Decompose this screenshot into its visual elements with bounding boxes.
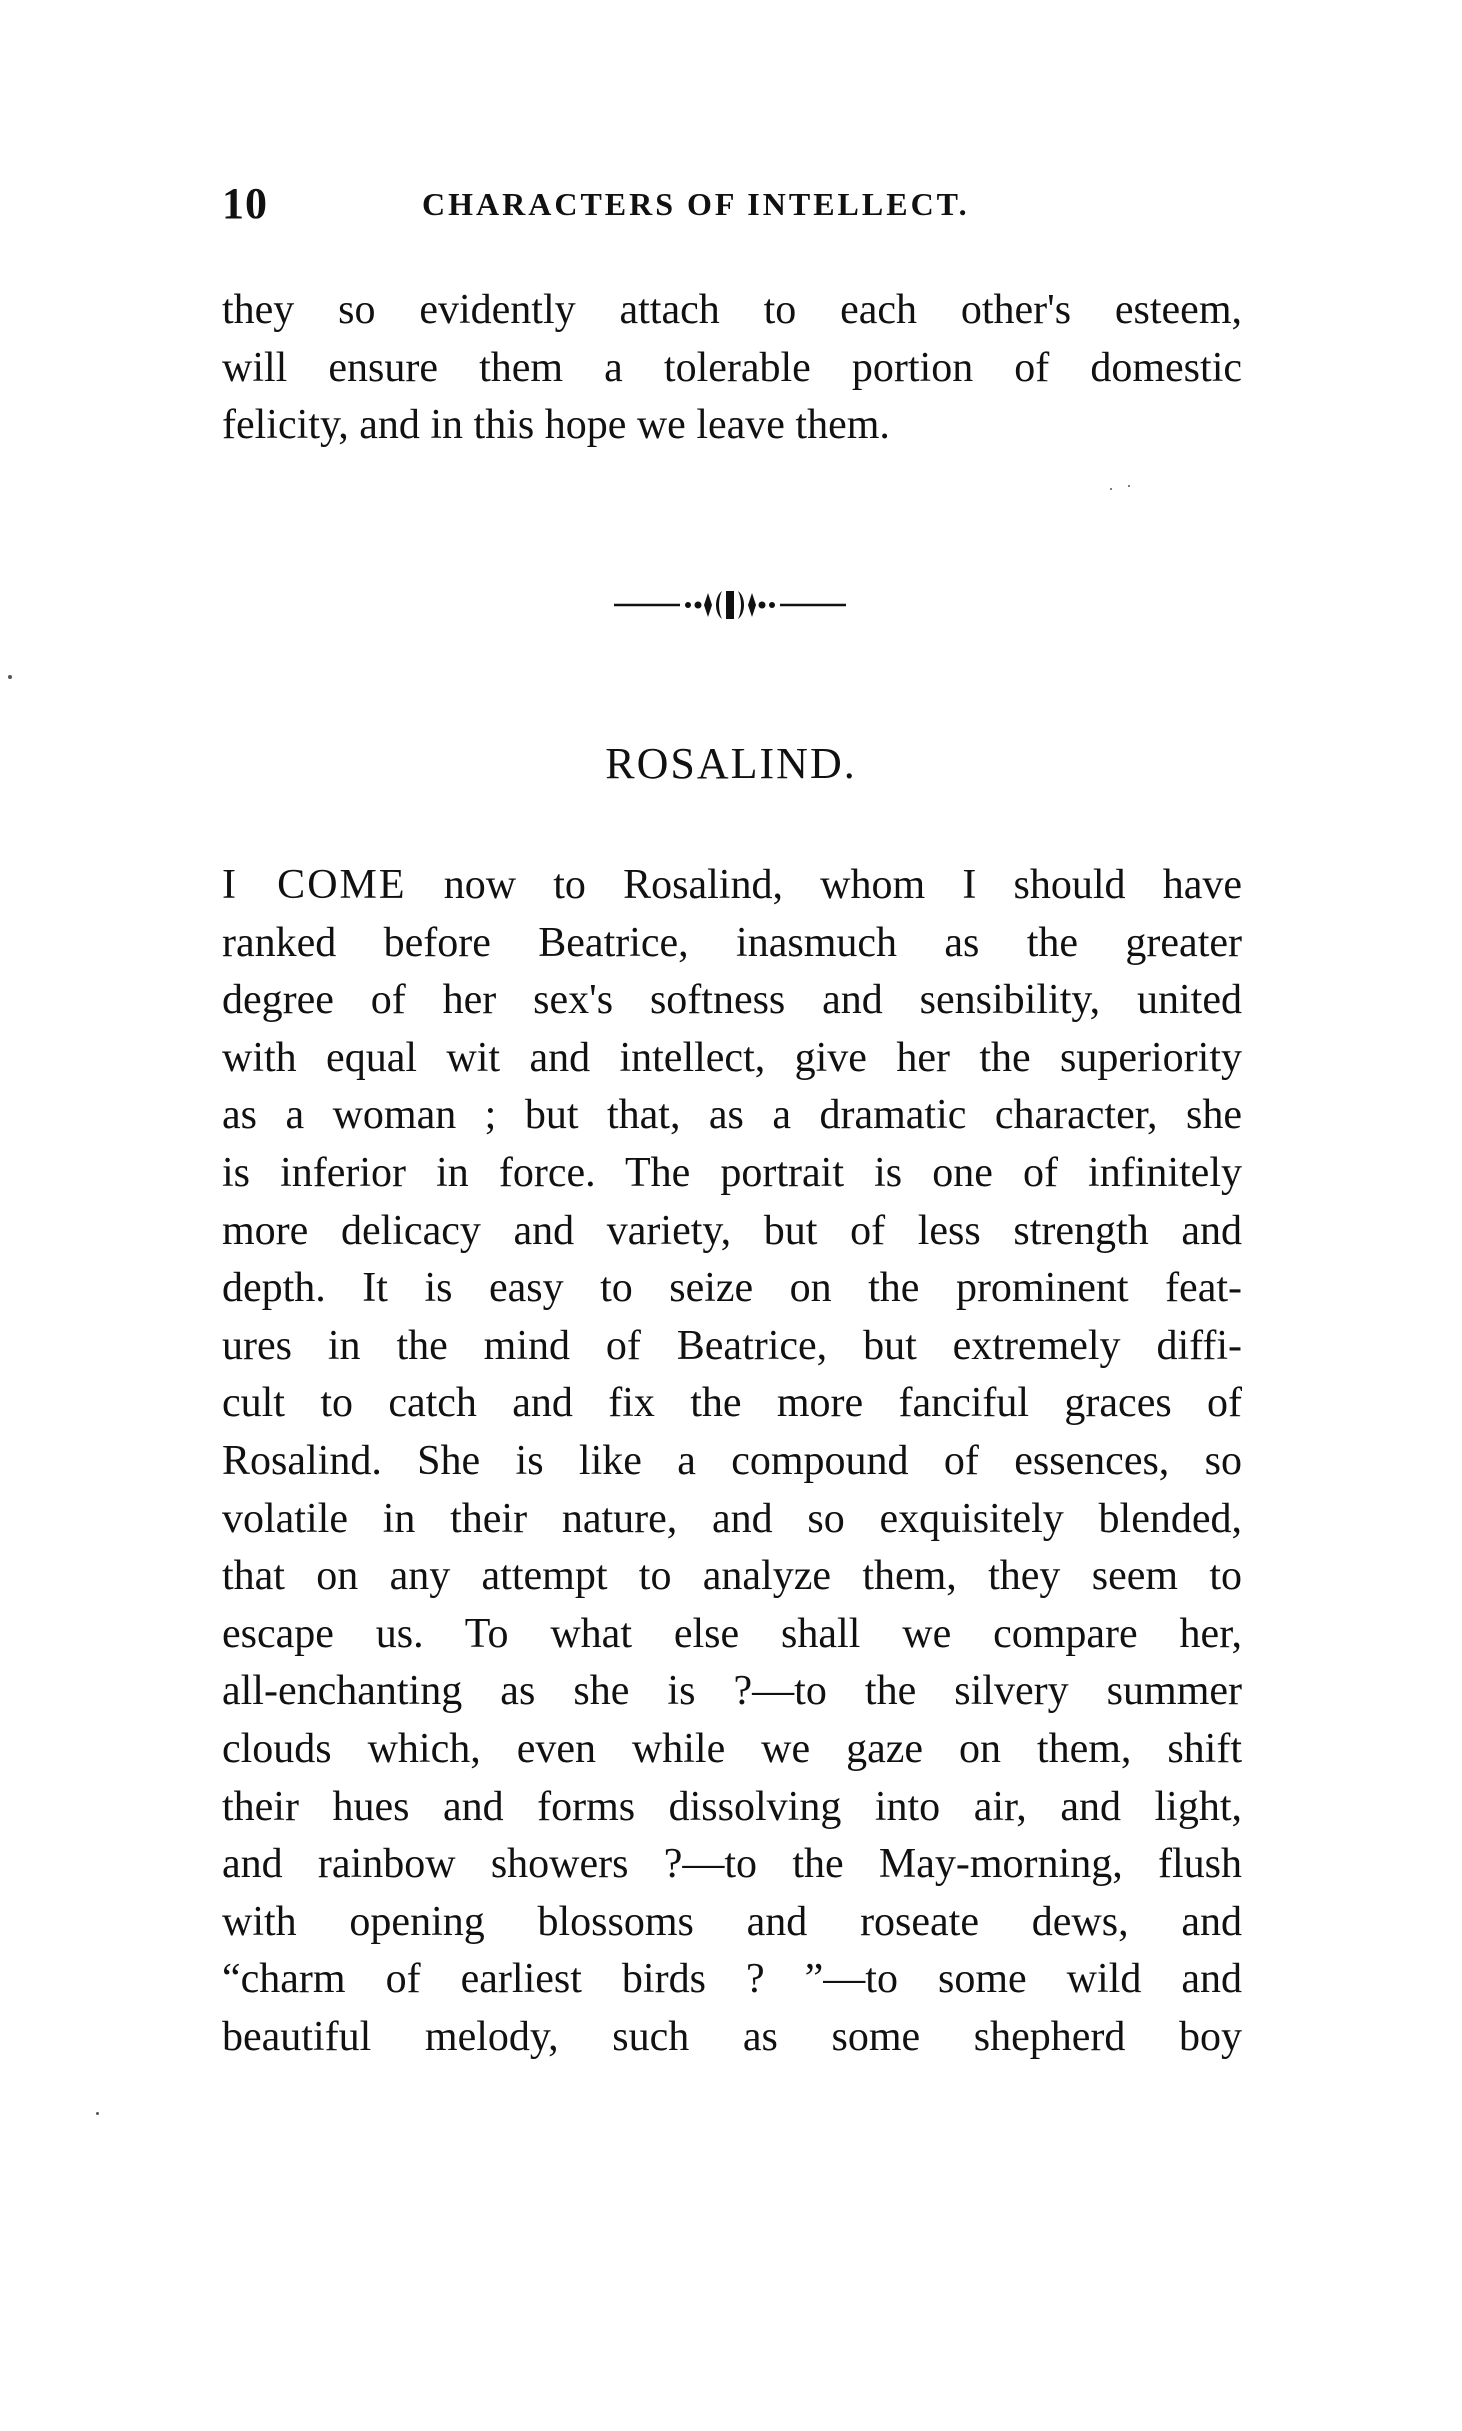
text-line: degree of her sex's softness and sensibility, united <box>222 977 1242 1024</box>
paper-speck <box>8 675 12 679</box>
text-line: all-enchanting as she is ?—to the silvery summer <box>222 1668 1242 1715</box>
text-line: volatile in their nature, and so exquisitely blended, <box>222 1495 1242 1542</box>
text-line: is inferior in force. The portrait is one of infinitely <box>222 1149 1242 1196</box>
text-line: ures in the mind of Beatrice, but extremely diffi- <box>222 1322 1242 1369</box>
text-line: Rosalind. She is like a compound of essences, so <box>222 1437 1242 1484</box>
text-line: they so evidently attach to each other's esteem, <box>222 287 1242 333</box>
rosalind-paragraph <box>222 857 1242 2066</box>
text-line: as a woman ; but that, as a dramatic character, she <box>222 1092 1242 1139</box>
text-line: cult to catch and fix the more fanciful graces of <box>222 1380 1242 1427</box>
section-divider-ornament <box>610 587 850 623</box>
text-line: more delicacy and variety, but of less strength and <box>222 1207 1242 1254</box>
text-line: escape us. To what else shall we compare her, <box>222 1610 1242 1657</box>
opening-words: I COME <box>222 862 407 908</box>
text-line: their hues and forms dissolving into air, and light, <box>222 1783 1242 1830</box>
text-line: ranked before Beatrice, inasmuch as the greater <box>222 919 1242 966</box>
text-line: depth. It is easy to seize on the prominent feat- <box>222 1265 1242 1312</box>
paper-speck <box>1128 485 1130 487</box>
continuation-paragraph <box>222 282 1242 455</box>
text-line: with opening blossoms and roseate dews, and <box>222 1898 1242 1945</box>
text-line: felicity, and in this hope we leave them. <box>222 402 890 449</box>
paper-speck <box>1110 488 1112 490</box>
page-number: 10 <box>222 179 268 228</box>
text-line: clouds which, even while we gaze on them, shift <box>222 1725 1242 1772</box>
text-line: that on any attempt to analyze them, they seem to <box>222 1553 1242 1600</box>
text-line <box>222 857 1242 915</box>
text-line: and rainbow showers ?—to the May-morning, flush <box>222 1841 1242 1888</box>
text-line: with equal wit and intellect, give her the superiority <box>222 1034 1242 1081</box>
section-title: ROSALIND. <box>605 739 857 788</box>
first-line-text: now to Rosalind, whom I should have <box>443 862 1243 908</box>
text-line: will ensure them a tolerable portion of domestic <box>222 344 1242 391</box>
paper-speck <box>96 2112 99 2115</box>
running-title: CHARACTERS OF INTELLECT. <box>422 186 970 222</box>
running-head <box>222 178 1242 238</box>
text-line: “charm of earliest birds ? ”—to some wild and <box>222 1956 1242 2003</box>
text-line: beautiful melody, such as some shepherd boy <box>222 2013 1242 2060</box>
